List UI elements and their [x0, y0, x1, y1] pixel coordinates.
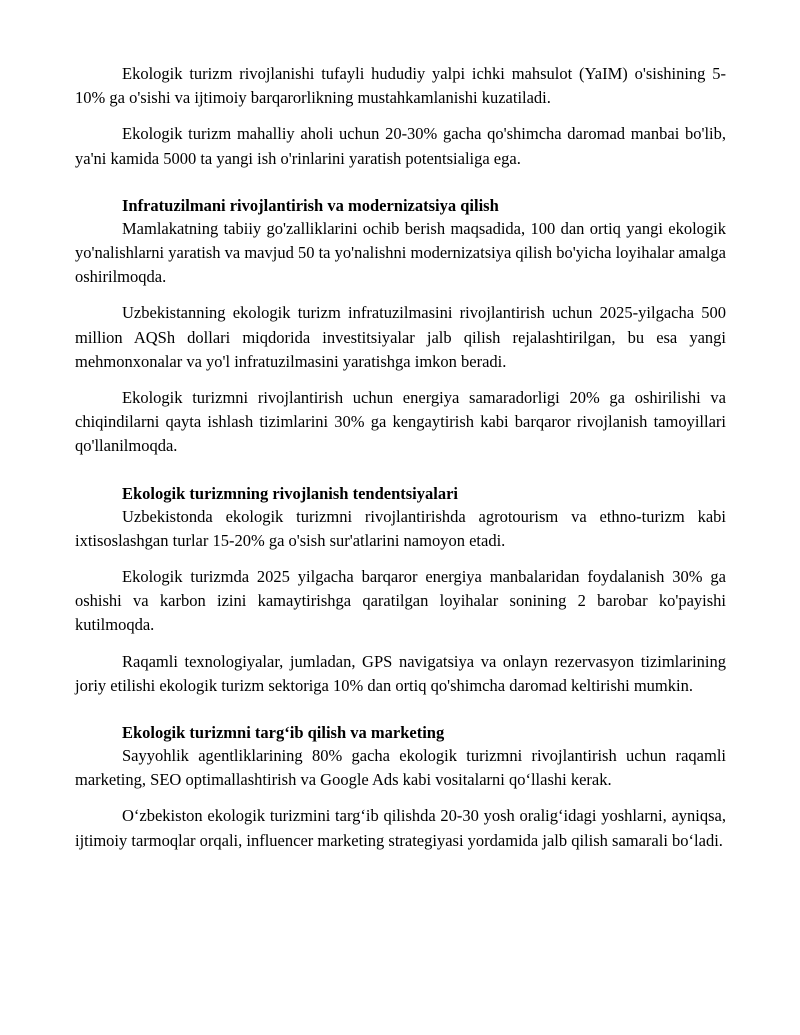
infrastructure-paragraph-1: Mamlakatning tabiiy go'zalliklarini ochib berish maqsadida, 100 dan ortiq yangi ekologik yo'nalishlarni yaratish va mavjud 50 ta yo'nalishni modernizatsiya qilish bo'yicha loyihalar amalga oshirilmoqda. [75, 218, 726, 287]
intro-paragraph-2: Ekologik turizm mahalliy aholi uchun 20-30% gacha qo'shimcha daromad manbai bo'lib, ya'ni kamida 5000 ta yangi ish o'rinlarini yaratish potentsialiga ega. [75, 124, 726, 168]
infrastructure-paragraph-2: Uzbekistanning ekologik turizm infratuzilmasini rivojlantirish uchun 2025-yilgacha 500 million AQSh dollari miqdorida investitsiyalar jalb qilish rejalashtirilgan, bu esa yangi mehmonxonalar va yo'l infratuzilmasini yaratishga imkon beradi. [75, 303, 726, 371]
marketing-paragraph-2: O‘zbekiston ekologik turizmini targ‘ib qilishda 20-30 yosh oralig‘idagi yoshlarni, ayniqsa, ijtimoiy tarmoqlar orqali, influencer marketing strategiyasi yordamida jalb qilish samarali bo‘ladi. [75, 806, 726, 850]
section-heading-infrastructure: Infratuzilmani rivojlantirish va modernizatsiya qilish [122, 195, 499, 215]
section-heading-marketing: Ekologik turizmni targ‘ib qilish va marketing [122, 723, 445, 743]
document-page [75, 62, 726, 865]
section-heading-trends: Ekologik turizmning rivojlanish tendentsiyalari [122, 483, 458, 503]
infrastructure-paragraph-3: Ekologik turizmni rivojlantirish uchun energiya samaradorligi 20% ga oshirilishi va chiqindilarni qayta ishlash tizimlarini 30% ga kengaytirish kabi barqaror rivojlanish tamoyillari qo'llanilmoqda. [75, 388, 726, 456]
marketing-paragraph-1: Sayyohlik agentliklarining 80% gacha ekologik turizmni rivojlantirish uchun raqamli marketing, SEO optimallashtirish va Google Ads kabi vositalarni qo‘llashi kerak. [75, 746, 726, 790]
intro-paragraph-1: Ekologik turizm rivojlanishi tufayli hududiy yalpi ichki mahsulot (YaIM) o'sishining 5-10% ga o'sishi va ijtimoiy barqarorlikning mustahkamlanishi kuzatiladi. [75, 64, 726, 108]
trends-paragraph-2: Ekologik turizmda 2025 yilgacha barqaror energiya manbalaridan foydalanish 30% ga oshishi va karbon izini kamaytirishga qaratilgan loyihalar sonining 2 barobar ko'payishi kutilmoqda. [75, 567, 726, 635]
trends-paragraph-3: Raqamli texnologiyalar, jumladan, GPS navigatsiya va onlayn rezervasyon tizimlarining joriy etilishi ekologik turizm sektoriga 10% dan ortiq qo'shimcha daromad keltirishi mumkin. [75, 651, 726, 695]
trends-paragraph-1: Uzbekistonda ekologik turizmni rivojlantirishda agrotourism va ethno-turizm kabi ixtisoslashgan turlar 15-20% ga o'sish sur'atlarini namoyon etadi. [75, 506, 726, 550]
